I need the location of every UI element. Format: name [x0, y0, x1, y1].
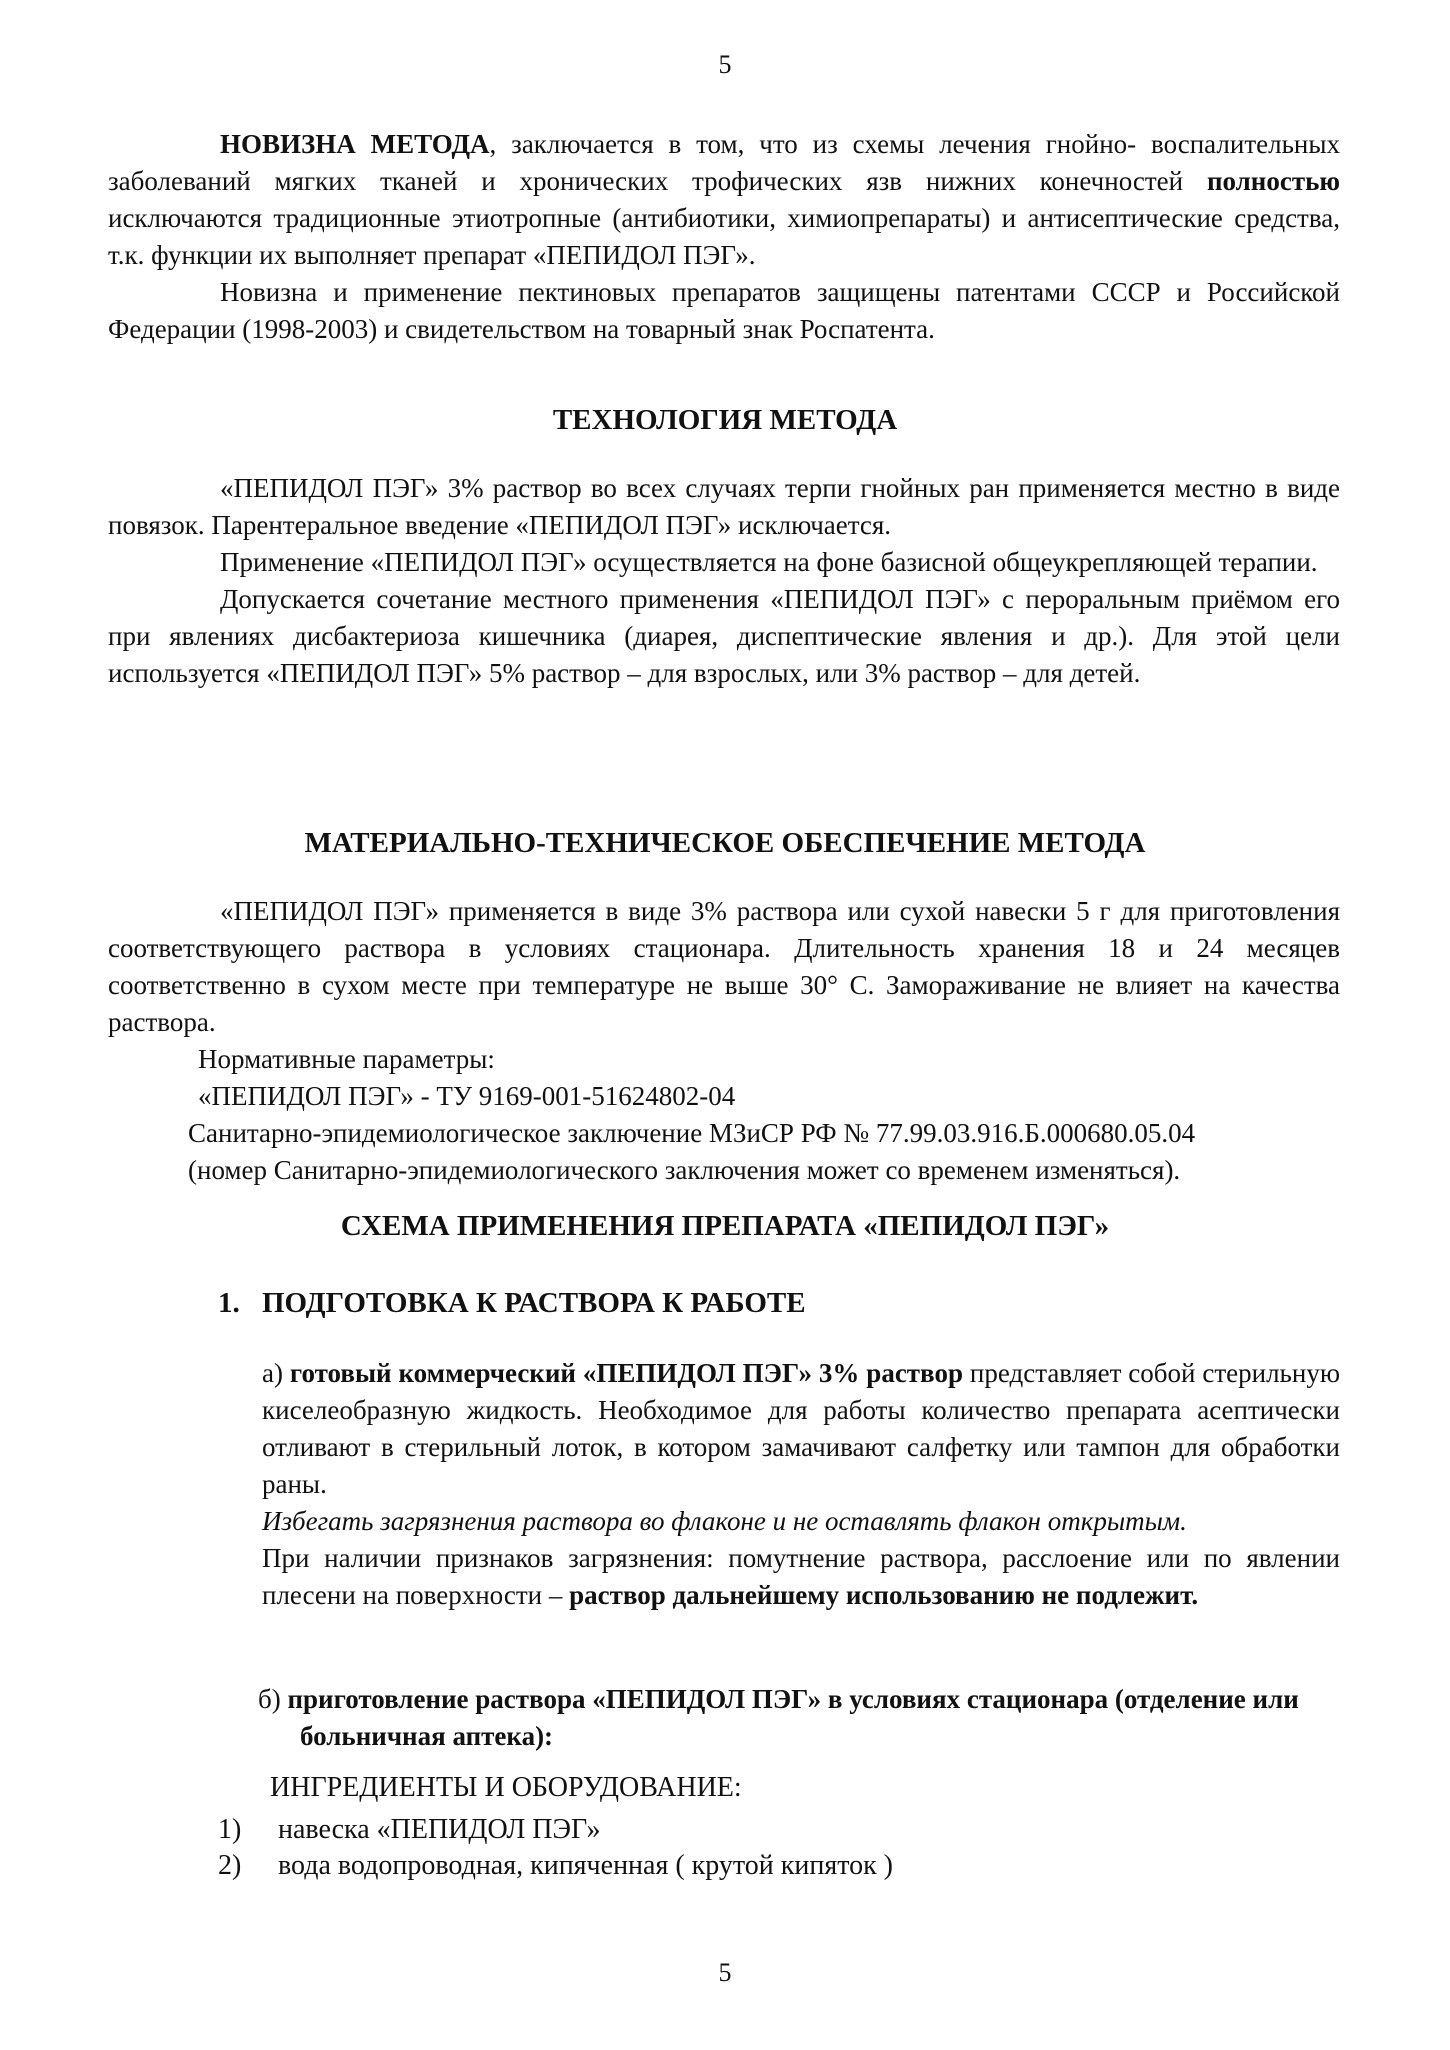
subsection-a-warning — [262, 1503, 1340, 1540]
technology-paragraph-1: «ПЕПИДОЛ ПЭГ» 3% раствор во всех случаях терпи гнойных ран применяется местно в виде повязок. Парентеральное введение «ПЕПИДОЛ ПЭГ» исключается. — [108, 473, 1340, 540]
a-bold-2: раствор дальнейшему использованию не подлежит. — [569, 1580, 1199, 1610]
technology-section — [108, 470, 1340, 692]
norm-certificate: Санитарно-эпидемиологическое заключение МЗиСР РФ № 77.99.03.916.Б.000680.05.04 — [188, 1118, 1196, 1148]
subsection-a — [262, 1355, 1340, 1614]
materials-section — [108, 893, 1340, 1189]
section-1-title: ПОДГОТОВКА К РАСТВОРА К РАБОТЕ — [262, 1287, 806, 1319]
a-text-2: При наличии признаков загрязнения: помутнение раствора, расслоение или по явлении плесени на поверхности – — [262, 1543, 1340, 1610]
a-prefix: а) — [262, 1358, 290, 1388]
section-1-number: 1. — [218, 1287, 240, 1319]
scheme-heading: СХЕМА ПРИМЕНЕНИЯ ПРЕПАРАТА «ПЕПИДОЛ ПЭГ» — [340, 1210, 1110, 1242]
page-number-top: 5 — [718, 50, 732, 79]
technology-heading: ТЕХНОЛОГИЯ МЕТОДА — [552, 404, 898, 436]
novelty-paragraph-1 — [108, 126, 1340, 274]
a-text: представляет собой стерильную киселеобразную жидкость. Необходимое для работы количество препарата асептически отливают в стерильный лоток, в котором замачивают салфетку или тампон для обработки раны. — [262, 1358, 1340, 1499]
ingredient-2-text: вода водопроводная, кипяченная ( крутой кипяток ) — [278, 1850, 894, 1881]
norm-note: (номер Санитарно-эпидемиологического заключения может со временем изменяться). — [188, 1155, 1181, 1185]
technology-paragraph-3: Допускается сочетание местного применения «ПЕПИДОЛ ПЭГ» с пероральным приёмом его при явлениях дисбактериоза кишечника (диарея, диспептические явления и др.). Для этой цели используется «ПЕПИДОЛ ПЭГ» 5% раствор – для взрослых, или 3% раствор – для детей. — [108, 584, 1340, 688]
materials-heading: МАТЕРИАЛЬНО-ТЕХНИЧЕСКОЕ ОБЕСПЕЧЕНИЕ МЕТОДА — [304, 827, 1146, 859]
ingredient-1-text: навеска «ПЕПИДОЛ ПЭГ» — [278, 1814, 601, 1845]
novelty-section — [108, 126, 1340, 348]
ingredient-2-number: 2) — [218, 1850, 242, 1881]
a-italic: Избегать загрязнения раствора во флаконе и не оставлять флакон открытым. — [262, 1506, 1187, 1536]
b-prefix: б) — [258, 1684, 288, 1714]
ingredient-1-number: 1) — [218, 1814, 242, 1845]
technology-paragraph-2: Применение «ПЕПИДОЛ ПЭГ» осуществляется на фоне базисной общеукрепляющей терапии. — [220, 547, 1318, 577]
materials-paragraph-1: «ПЕПИДОЛ ПЭГ» применяется в виде 3% раствора или сухой навески 5 г для приготовления соответствующего раствора в условиях стационара. Длительность хранения 18 и 24 месяцев соответственно в сухом месте при температуре не выше 30° С. Замораживание не влияет на качества раствора. — [108, 896, 1340, 1037]
novelty-text-a: , заключается в том, что из схемы лечения гнойно- воспалительных заболеваний мягких тканей и хронических трофических язв нижних конечностей — [108, 129, 1340, 196]
subsection-a-paragraph — [262, 1355, 1340, 1503]
subsection-b — [258, 1681, 1340, 1755]
subsection-b-paragraph — [258, 1681, 1340, 1755]
a-bold: готовый коммерческий «ПЕПИДОЛ ПЭГ» 3% раствор — [289, 1358, 963, 1388]
ingredients-title: ИНГРЕДИЕНТЫ И ОБОРУДОВАНИЕ: — [270, 1772, 742, 1803]
norm-label: Нормативные параметры: — [198, 1044, 495, 1074]
page-number-bottom: 5 — [718, 1958, 732, 1987]
b-bold: приготовление раствора «ПЕПИДОЛ ПЭГ» в условиях стационара (отделение или больничная аптека): — [287, 1684, 1299, 1751]
novelty-paragraph-2: Новизна и применение пектиновых препаратов защищены патентами СССР и Российской Федерации (1998-2003) и свидетельством на товарный знак Роспатента. — [108, 277, 1340, 344]
novelty-lead: НОВИЗНА МЕТОДА — [220, 129, 490, 159]
novelty-text-b: исключаются традиционные этиотропные (антибиотики, химиопрепараты) и антисептические средства, т.к. функции их выполняет препарат «ПЕПИДОЛ ПЭГ». — [108, 203, 1340, 270]
subsection-a-contamination — [262, 1540, 1340, 1614]
novelty-bold: полностью — [1206, 166, 1340, 196]
norm-tu: «ПЕПИДОЛ ПЭГ» - ТУ 9169-001-51624802-04 — [198, 1081, 736, 1111]
